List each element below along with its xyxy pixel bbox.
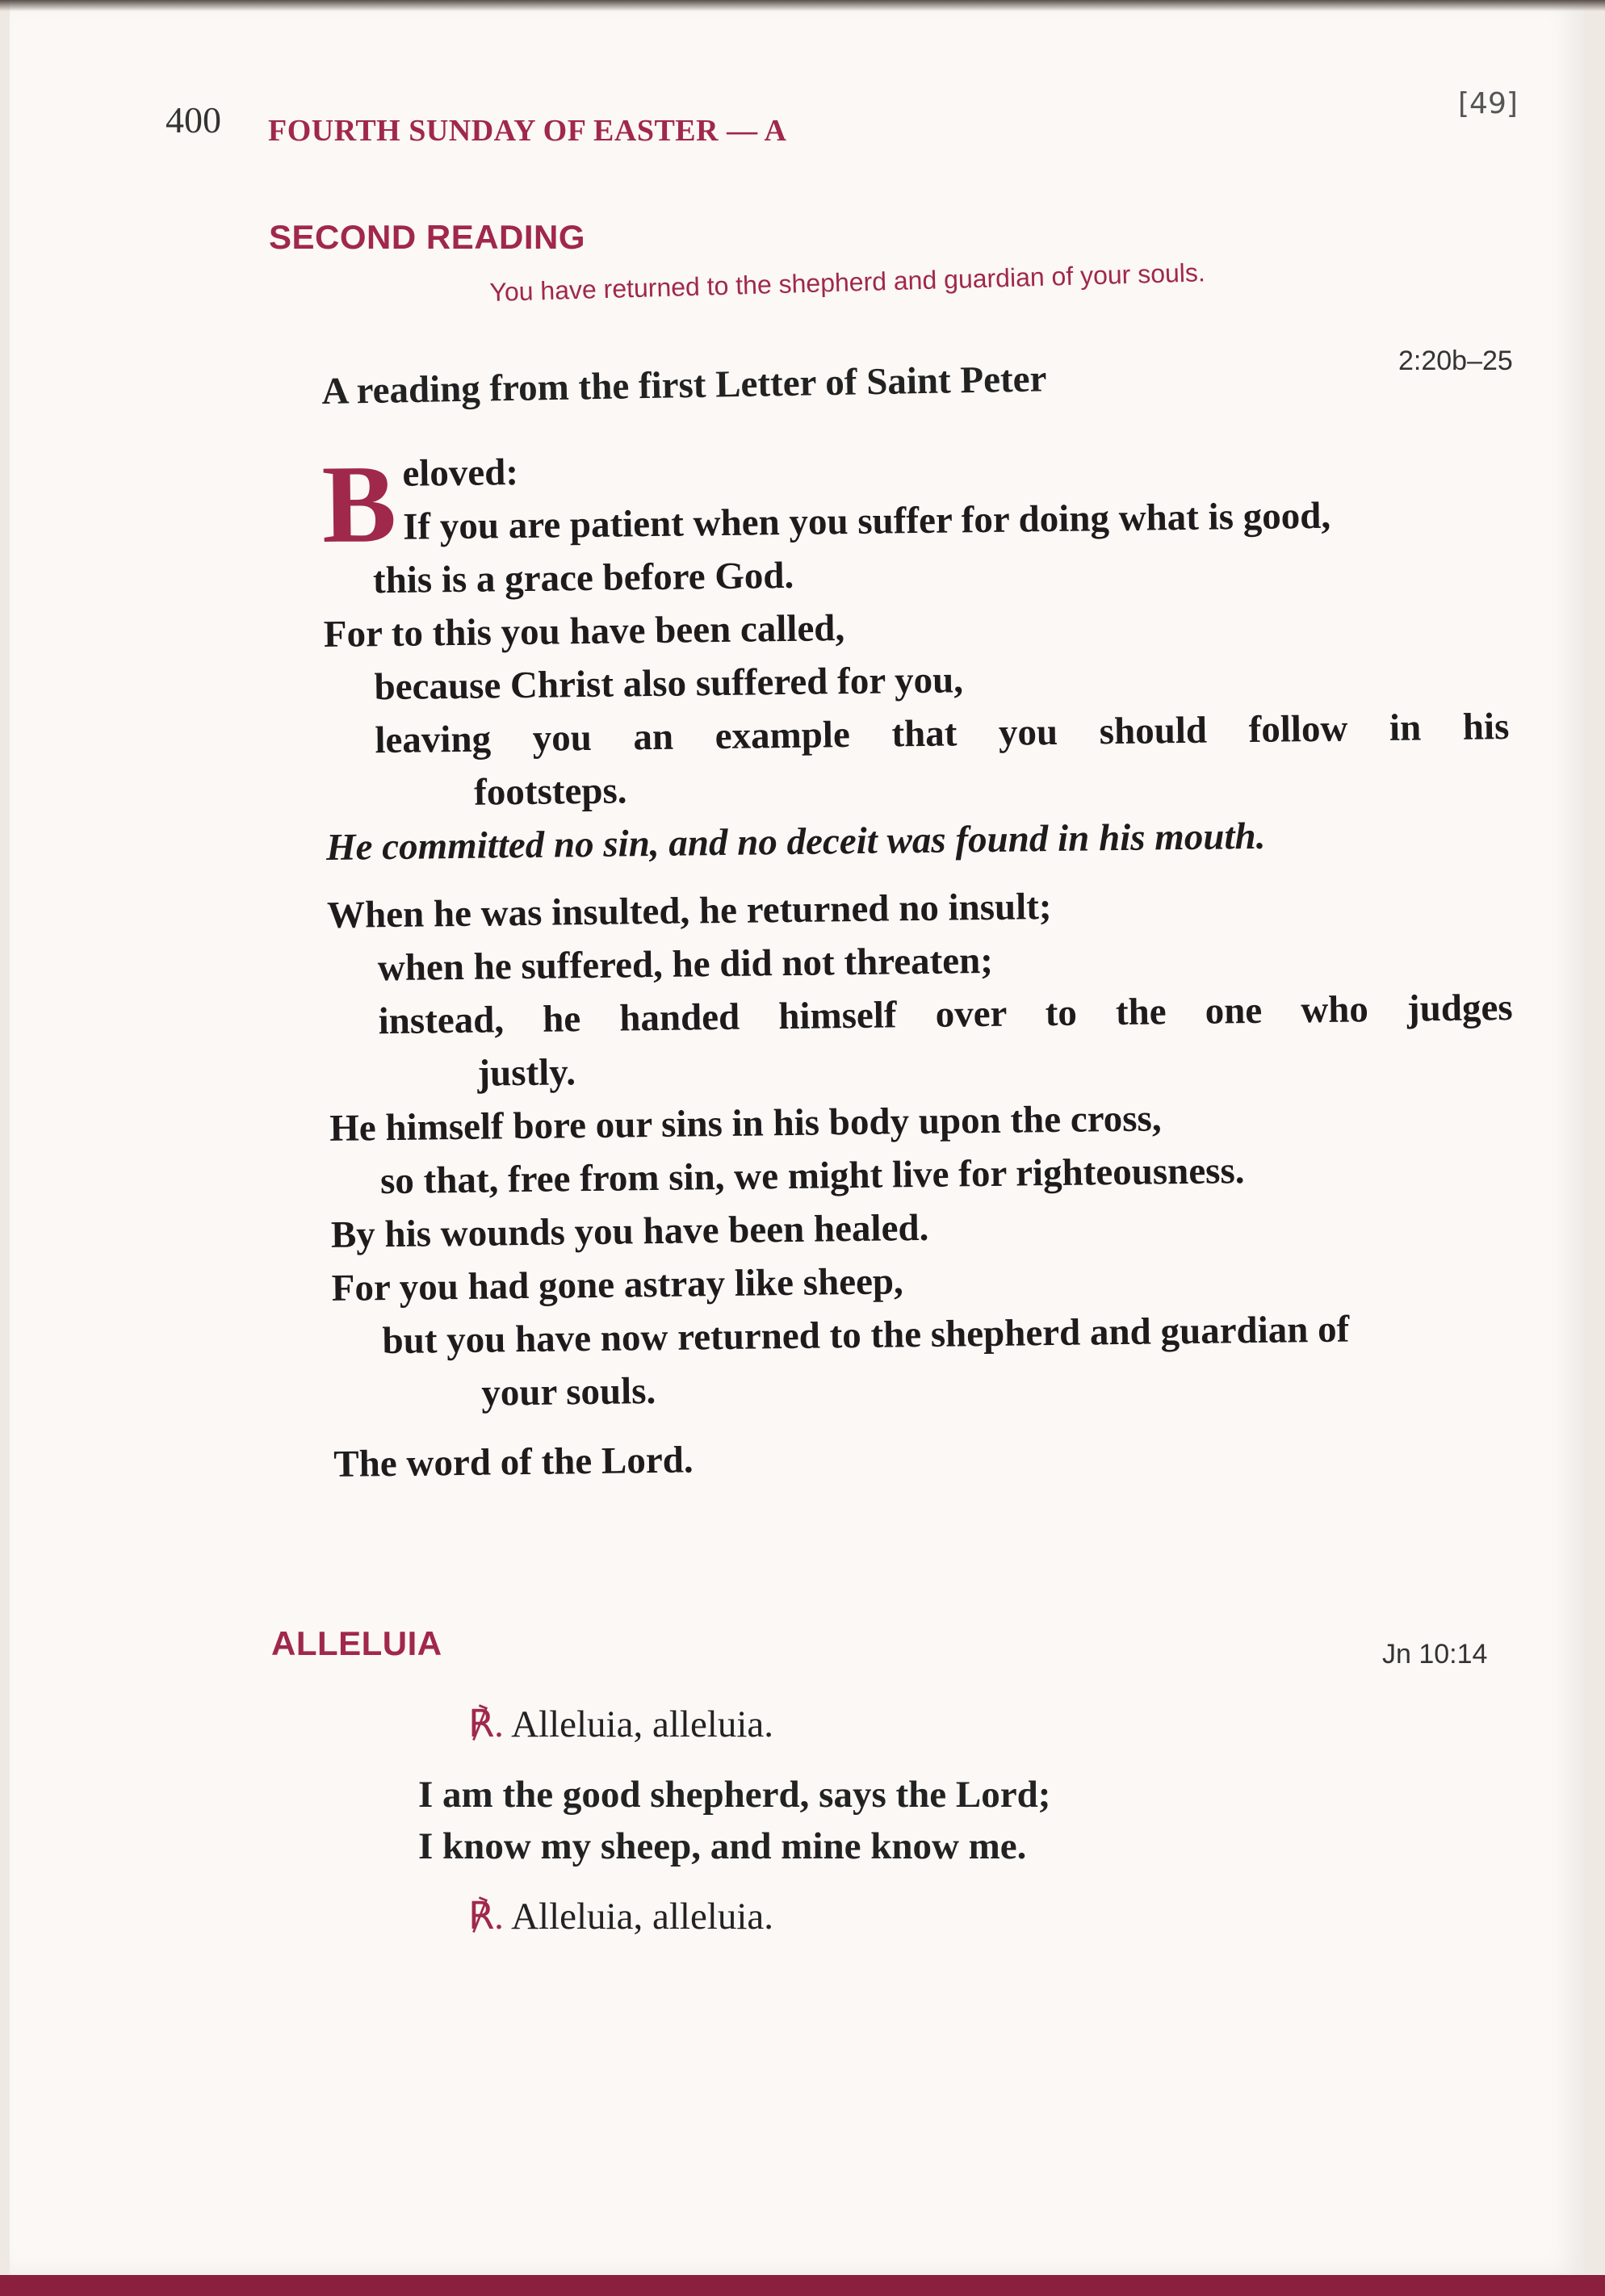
reading-line: justly. [477, 1051, 576, 1095]
reading-intro: A reading from the first Letter of Saint Peter [321, 358, 1047, 413]
running-head: FOURTH SUNDAY OF EASTER — A [268, 114, 787, 148]
alleluia-verse-line: I am the good shepherd, says the Lord; [418, 1774, 1051, 1816]
response-text: Alleluia, alleluia. [511, 1896, 774, 1938]
reading-line: For you had gone astray like sheep, [331, 1260, 904, 1309]
response-symbol: ℟. [468, 1896, 504, 1938]
reading-line: so that, free from sin, we might live for righteousness. [379, 1150, 1245, 1203]
response-text: Alleluia, alleluia. [511, 1703, 774, 1745]
reading-line: He himself bore our sins in his body upon the cross, [329, 1097, 1162, 1150]
reading-line: If you are patient when you suffer for doing what is good, [402, 494, 1331, 548]
response-symbol: ℟. [468, 1703, 504, 1745]
page-number: 400 [166, 99, 221, 140]
reading-line: footsteps. [473, 769, 627, 814]
reading-line: eloved: [402, 451, 519, 495]
reading-line: because Christ also suffered for you, [374, 659, 964, 709]
reading-citation: 2:20b–25 [1398, 346, 1513, 376]
top-shadow [0, 0, 1605, 11]
reading-line: leaving you an example that you should follow in his [375, 706, 1510, 762]
second-reading-heading: SECOND READING [269, 218, 586, 256]
alleluia-citation: Jn 10:14 [1382, 1639, 1488, 1670]
lectionary-number: [49] [1458, 87, 1518, 120]
alleluia-verse-line: I know my sheep, and mine know me. [418, 1825, 1027, 1867]
reading-line: When he was insulted, he returned no insult; [326, 885, 1052, 936]
reading-closing: The word of the Lord. [333, 1439, 694, 1485]
reading-line: this is a grace before God. [372, 554, 794, 602]
reading-line: your souls. [480, 1370, 656, 1414]
reading-theme: You have returned to the shepherd and guardian of your souls. [489, 258, 1206, 307]
book-edge [0, 2275, 1605, 2296]
drop-cap: B [321, 441, 397, 566]
reading-line: He committed no sin, and no deceit was found in his mouth. [325, 815, 1266, 869]
reading-line: instead, he handed himself over to the one who judges [378, 987, 1513, 1043]
reading-line: but you have now returned to the shepherd and guardian of [382, 1308, 1350, 1363]
alleluia-heading: ALLELUIA [271, 1624, 442, 1662]
reading-line: when he suffered, he did not threaten; [377, 939, 994, 990]
reading-line: By his wounds you have been healed. [330, 1206, 929, 1256]
reading-line: For to this you have been called, [323, 607, 845, 656]
